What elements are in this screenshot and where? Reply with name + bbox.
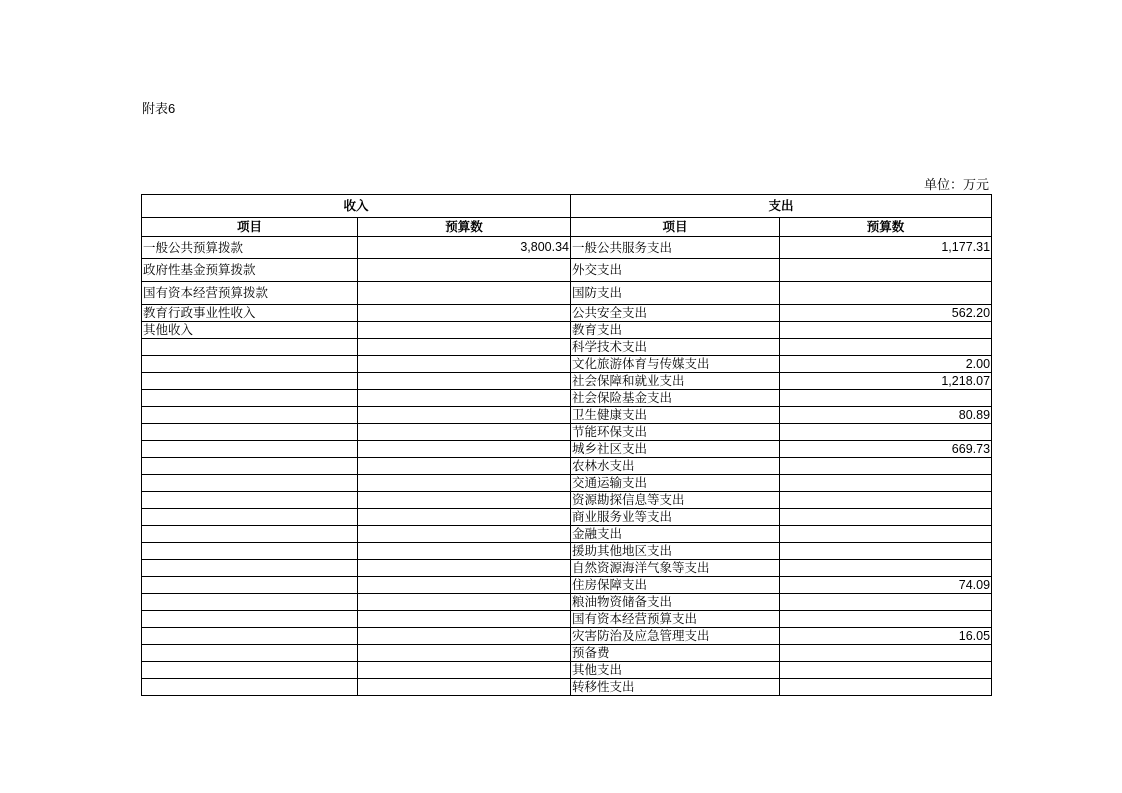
income-amount-column-header: 预算数 [358, 218, 571, 237]
income-item-cell [142, 441, 358, 458]
income-amount-cell [358, 543, 571, 560]
table-row [142, 282, 992, 305]
income-amount-cell: 3,800.34 [358, 237, 571, 259]
expense-amount-cell [780, 679, 992, 696]
income-amount-cell [358, 611, 571, 628]
table-row [142, 424, 992, 441]
income-amount-cell [358, 407, 571, 424]
expense-item-cell: 灾害防治及应急管理支出 [571, 628, 780, 645]
income-section-header: 收入 [142, 195, 571, 218]
expense-amount-cell [780, 526, 992, 543]
expense-amount-cell: 2.00 [780, 356, 992, 373]
income-item-cell [142, 560, 358, 577]
income-item-cell [142, 492, 358, 509]
expense-item-cell: 文化旅游体育与传媒支出 [571, 356, 780, 373]
income-item-cell [142, 594, 358, 611]
expense-item-cell: 预备费 [571, 645, 780, 662]
income-amount-cell [358, 560, 571, 577]
expense-item-cell: 卫生健康支出 [571, 407, 780, 424]
income-amount-cell [358, 526, 571, 543]
income-item-cell [142, 645, 358, 662]
expense-amount-cell [780, 509, 992, 526]
expense-item-cell: 外交支出 [571, 259, 780, 282]
table-row [142, 305, 992, 322]
table-row [142, 645, 992, 662]
table-row [142, 492, 992, 509]
expense-item-cell: 农林水支出 [571, 458, 780, 475]
table-row [142, 560, 992, 577]
table-row [142, 577, 992, 594]
income-item-column-header: 项目 [142, 218, 358, 237]
table-row [142, 458, 992, 475]
table-row [142, 390, 992, 407]
section-header-row [142, 195, 992, 218]
income-item-cell [142, 458, 358, 475]
expense-amount-cell [780, 662, 992, 679]
income-item-cell [142, 662, 358, 679]
income-amount-cell [358, 259, 571, 282]
expense-amount-cell: 669.73 [780, 441, 992, 458]
expense-item-cell: 转移性支出 [571, 679, 780, 696]
expense-section-header: 支出 [571, 195, 992, 218]
table-row [142, 611, 992, 628]
table-row [142, 441, 992, 458]
table-row [142, 407, 992, 424]
expense-item-cell: 社会保障和就业支出 [571, 373, 780, 390]
table-row [142, 594, 992, 611]
expense-amount-cell [780, 543, 992, 560]
expense-item-cell: 城乡社区支出 [571, 441, 780, 458]
table-row [142, 237, 992, 259]
income-amount-cell [358, 424, 571, 441]
table-row [142, 509, 992, 526]
expense-amount-cell: 562.20 [780, 305, 992, 322]
expense-item-cell: 国防支出 [571, 282, 780, 305]
expense-amount-cell [780, 322, 992, 339]
expense-item-cell: 节能环保支出 [571, 424, 780, 441]
income-amount-cell [358, 373, 571, 390]
income-amount-cell [358, 356, 571, 373]
table-row [142, 356, 992, 373]
expense-amount-cell: 1,218.07 [780, 373, 992, 390]
income-item-cell [142, 628, 358, 645]
income-amount-cell [358, 645, 571, 662]
income-amount-cell [358, 628, 571, 645]
income-item-cell [142, 543, 358, 560]
table-row [142, 628, 992, 645]
expense-item-column-header: 项目 [571, 218, 780, 237]
income-amount-cell [358, 492, 571, 509]
expense-amount-cell: 16.05 [780, 628, 992, 645]
income-item-cell [142, 475, 358, 492]
income-item-cell [142, 356, 358, 373]
expense-item-cell: 商业服务业等支出 [571, 509, 780, 526]
income-item-cell: 教育行政事业性收入 [142, 305, 358, 322]
table-row [142, 679, 992, 696]
income-amount-cell [358, 322, 571, 339]
expense-amount-cell [780, 645, 992, 662]
income-amount-cell [358, 339, 571, 356]
income-item-cell [142, 424, 358, 441]
expense-item-cell: 社会保险基金支出 [571, 390, 780, 407]
income-amount-cell [358, 594, 571, 611]
income-amount-cell [358, 577, 571, 594]
income-item-cell [142, 611, 358, 628]
expense-item-cell: 一般公共服务支出 [571, 237, 780, 259]
income-amount-cell [358, 305, 571, 322]
expense-amount-cell [780, 458, 992, 475]
expense-item-cell: 资源勘探信息等支出 [571, 492, 780, 509]
income-item-cell: 政府性基金预算拨款 [142, 259, 358, 282]
income-item-cell [142, 526, 358, 543]
income-item-cell: 一般公共预算拨款 [142, 237, 358, 259]
expense-item-cell: 公共安全支出 [571, 305, 780, 322]
expense-item-cell: 国有资本经营预算支出 [571, 611, 780, 628]
expense-amount-cell [780, 594, 992, 611]
income-amount-cell [358, 509, 571, 526]
column-header-row [142, 218, 992, 237]
income-item-cell [142, 509, 358, 526]
income-amount-cell [358, 475, 571, 492]
table-row [142, 373, 992, 390]
table-row [142, 543, 992, 560]
table-row [142, 339, 992, 356]
income-amount-cell [358, 282, 571, 305]
page-label: 附表6 [142, 101, 176, 116]
expense-item-cell: 科学技术支出 [571, 339, 780, 356]
expense-amount-cell [780, 282, 992, 305]
income-item-cell [142, 339, 358, 356]
expense-item-cell: 自然资源海洋气象等支出 [571, 560, 780, 577]
expense-amount-cell: 74.09 [780, 577, 992, 594]
expense-amount-column-header: 预算数 [780, 218, 992, 237]
expense-item-cell: 粮油物资储备支出 [571, 594, 780, 611]
expense-item-cell: 交通运输支出 [571, 475, 780, 492]
table-row [142, 526, 992, 543]
expense-item-cell: 金融支出 [571, 526, 780, 543]
income-amount-cell [358, 390, 571, 407]
income-amount-cell [358, 679, 571, 696]
expense-amount-cell: 80.89 [780, 407, 992, 424]
income-amount-cell [358, 662, 571, 679]
income-item-cell [142, 577, 358, 594]
income-item-cell [142, 679, 358, 696]
expense-amount-cell [780, 560, 992, 577]
expense-amount-cell [780, 259, 992, 282]
unit-label: 单位：万元 [923, 178, 989, 193]
expense-amount-cell [780, 424, 992, 441]
budget-table-body [142, 237, 992, 696]
expense-item-cell: 援助其他地区支出 [571, 543, 780, 560]
expense-amount-cell [780, 475, 992, 492]
income-item-cell [142, 390, 358, 407]
expense-amount-cell [780, 492, 992, 509]
expense-amount-cell [780, 339, 992, 356]
expense-item-cell: 住房保障支出 [571, 577, 780, 594]
budget-table [141, 194, 992, 696]
expense-item-cell: 其他支出 [571, 662, 780, 679]
income-item-cell [142, 373, 358, 390]
expense-amount-cell: 1,177.31 [780, 237, 992, 259]
table-row [142, 475, 992, 492]
income-item-cell [142, 407, 358, 424]
expense-amount-cell [780, 390, 992, 407]
income-amount-cell [358, 441, 571, 458]
table-row [142, 259, 992, 282]
expense-item-cell: 教育支出 [571, 322, 780, 339]
expense-amount-cell [780, 611, 992, 628]
table-row [142, 322, 992, 339]
table-row [142, 662, 992, 679]
income-amount-cell [358, 458, 571, 475]
income-item-cell: 其他收入 [142, 322, 358, 339]
income-item-cell: 国有资本经营预算拨款 [142, 282, 358, 305]
